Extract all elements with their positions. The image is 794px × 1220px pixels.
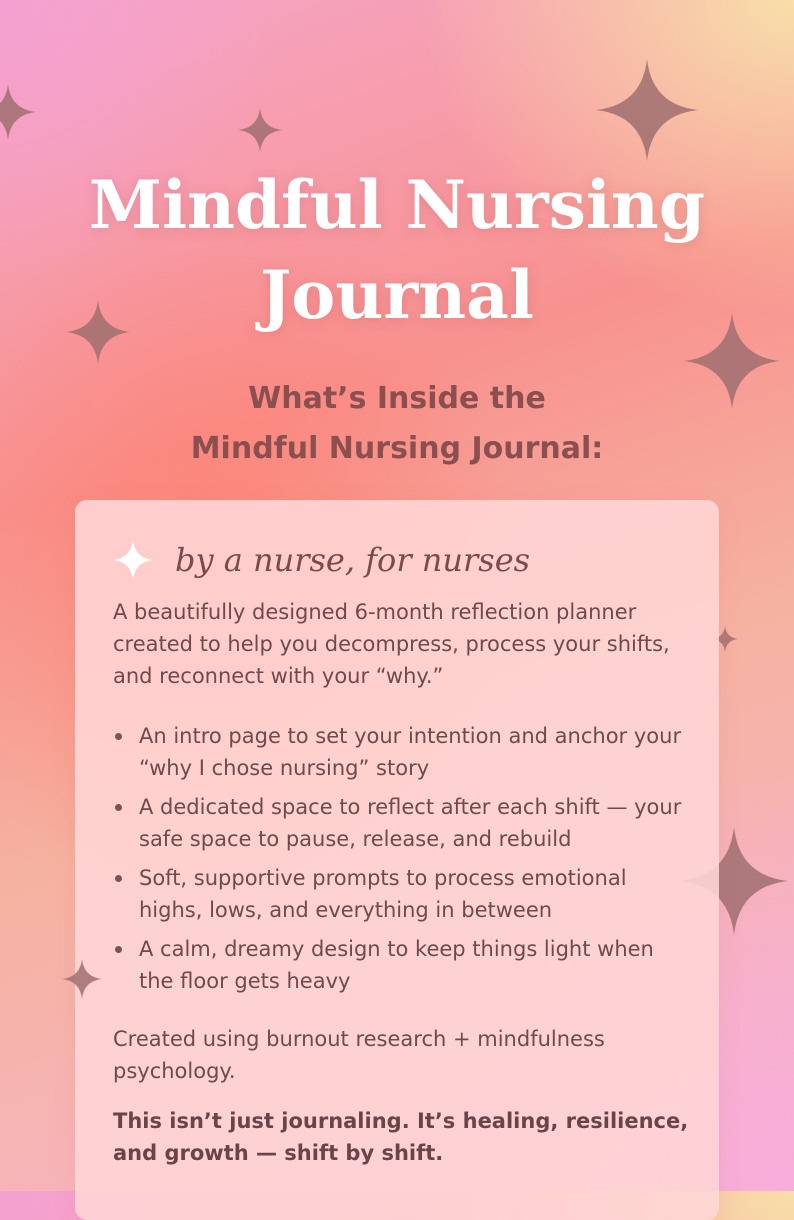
subtitle-line-2: Mindful Nursing Journal: [190, 431, 604, 466]
sparkle-icon [0, 84, 36, 140]
feature-text: An intro page to set your intention and anchor your “why I chose nursing” story [139, 724, 682, 780]
bullet-icon [115, 804, 122, 811]
list-item [113, 862, 693, 926]
feature-text: A dedicated space to reflect after each shift — your safe space to pause, release, and rebuild [139, 795, 682, 851]
closing-statement: This isn’t just journaling. It’s healing, resilience, and growth — shift by shift. [113, 1109, 689, 1165]
research-note: Created using burnout research + mindfulness psychology. [113, 1027, 605, 1083]
description-card [75, 500, 719, 1220]
subtitle-line-1: What’s Inside the [248, 381, 546, 416]
list-item [113, 791, 693, 855]
section-heading [0, 374, 794, 474]
feature-text: A calm, dreamy design to keep things light when the floor gets heavy [139, 937, 654, 993]
bullet-icon [115, 733, 122, 740]
page-title [0, 160, 794, 340]
bullet-icon [115, 946, 122, 953]
tagline-row [113, 536, 530, 584]
title-line-1: Mindful Nursing [88, 166, 706, 244]
list-item [113, 720, 693, 784]
title-line-2: Journal [260, 256, 534, 334]
sparkle-icon [238, 106, 282, 154]
sparkle-icon [596, 58, 698, 162]
tagline: by a nurse, for nurses [175, 541, 531, 579]
list-item [113, 933, 693, 997]
feature-text: Soft, supportive prompts to process emotional highs, lows, and everything in between [139, 866, 627, 922]
sparkle-icon [113, 538, 153, 582]
sparkle-icon [62, 956, 102, 1002]
feature-list [113, 720, 693, 1004]
bullet-icon [115, 875, 122, 882]
intro-text: A beautifully designed 6-month reflection planner created to help you decompress, process your shifts, and reconnect with your “why.” [113, 600, 670, 688]
